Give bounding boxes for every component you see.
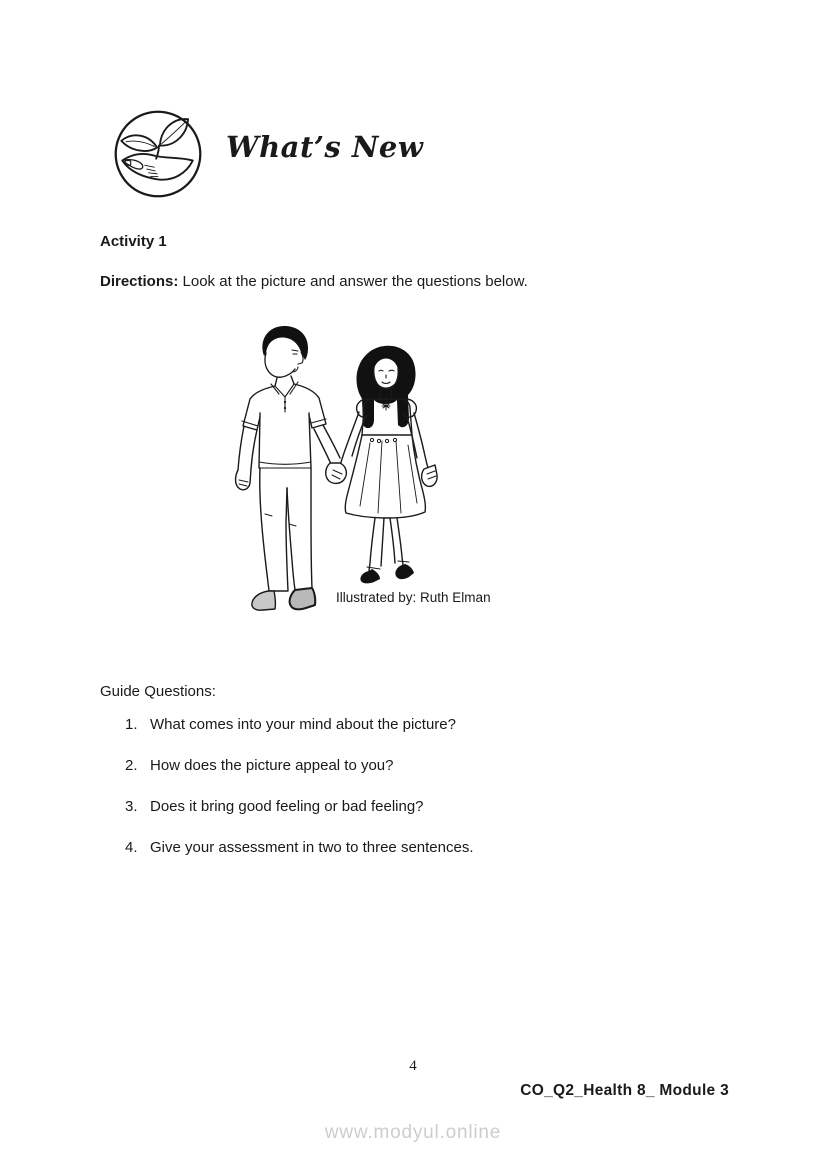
list-item-text: How does the picture appeal to you?	[150, 757, 394, 774]
site-watermark: www.modyul.online	[324, 1122, 502, 1143]
page-number: 4	[409, 1058, 417, 1074]
directions-text: Look at the picture and answer the questions below.	[178, 273, 528, 290]
list-item	[125, 799, 474, 814]
guide-questions-list	[125, 717, 474, 881]
illustration-caption: Illustrated by: Ruth Elman	[336, 590, 491, 605]
list-item-number: 1.	[125, 716, 138, 733]
directions-label: Directions:	[100, 273, 179, 290]
list-item	[125, 840, 474, 855]
list-item-number: 3.	[125, 798, 138, 815]
list-item-text: What comes into your mind about the picture?	[150, 716, 456, 733]
couple-illustration-svg	[208, 320, 446, 612]
module-code: CO_Q2_Health 8_ Module 3	[520, 1082, 729, 1099]
hand-holding-seedling-icon	[110, 107, 206, 201]
list-item-number: 2.	[125, 757, 138, 774]
directions-line	[100, 273, 528, 290]
couple-illustration	[208, 320, 446, 612]
list-item	[125, 758, 474, 773]
list-item-text: Does it bring good feeling or bad feeling?	[150, 798, 424, 815]
page-title: What’s New	[226, 130, 424, 164]
list-item-number: 4.	[125, 839, 138, 856]
activity-title: Activity 1	[100, 233, 167, 250]
list-item	[125, 717, 474, 732]
list-item-text: Give your assessment in two to three sentences.	[150, 839, 474, 856]
guide-questions-heading: Guide Questions:	[100, 683, 216, 700]
